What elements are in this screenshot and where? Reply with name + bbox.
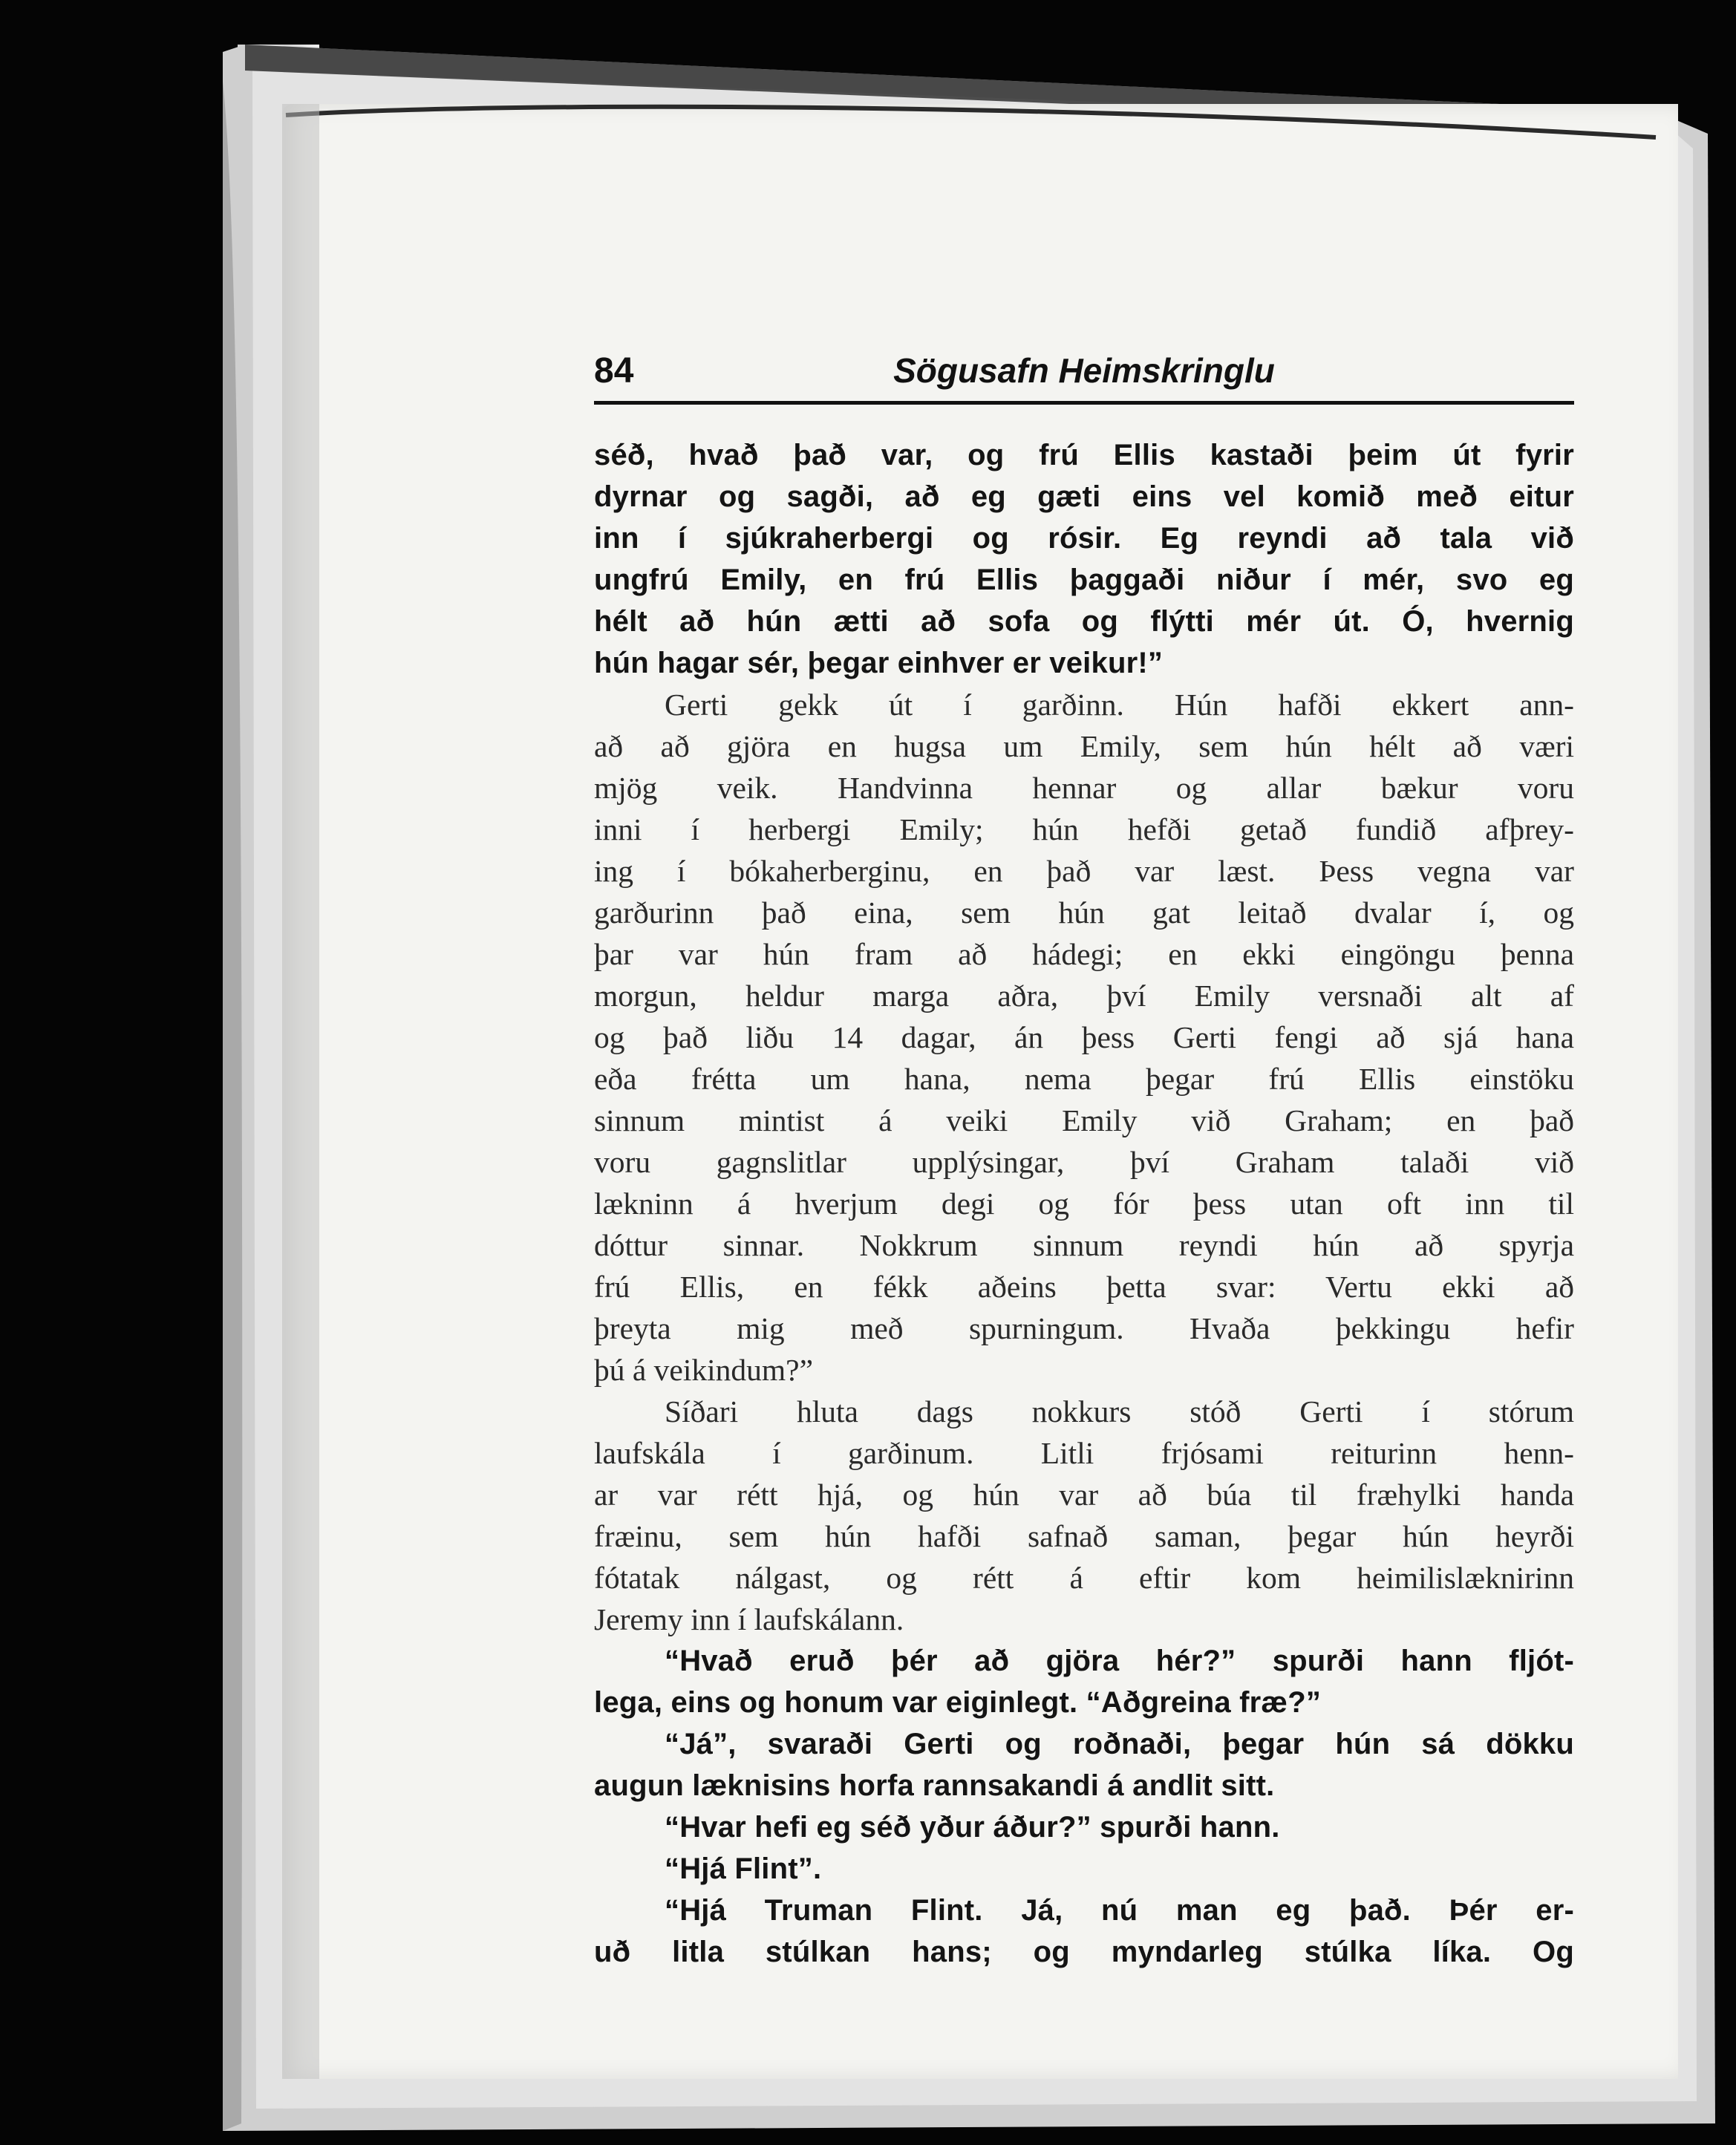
text-line: dyrnar og sagði, að eg gæti eins vel komið með eitur — [594, 480, 1574, 513]
text-line: frú Ellis, en fékk aðeins þetta svar: Vertu ekki að — [594, 1270, 1574, 1304]
text-line: “Hvar hefi eg séð yður áður?” spurði hann. — [665, 1811, 1280, 1844]
text-line: morgun, heldur marga aðra, því Emily versnaði alt af — [594, 979, 1574, 1013]
text-line: mjög veik. Handvinna hennar og allar bækur voru — [594, 771, 1574, 805]
text-line: inn í sjúkraherbergi og rósir. Eg reyndi að tala við — [594, 522, 1574, 555]
text-line: Jeremy inn í laufskálann. — [594, 1602, 904, 1636]
text-line: og það liðu 14 dagar, án þess Gerti fengi að sjá hana — [594, 1020, 1574, 1054]
text-line: uð litla stúlkan hans; og myndarleg stúlka líka. Og — [594, 1936, 1574, 1968]
text-line: þreyta mig með spurningum. Hvaða þekkingu hefir — [594, 1311, 1574, 1345]
text-line: ing í bókaherberginu, en það var læst. Þess vegna var — [594, 854, 1574, 888]
text-line: dóttur sinnar. Nokkrum sinnum reyndi hún að spyrja — [594, 1228, 1574, 1262]
text-line: Gerti gekk út í garðinn. Hún hafði ekkert ann- — [665, 688, 1574, 722]
text-line: inni í herbergi Emily; hún hefði getað fundið afþrey- — [594, 812, 1574, 846]
text-line: fótatak nálgast, og rétt á eftir kom heimilislæknirinn — [594, 1561, 1574, 1595]
text-line: sinnum mintist á veiki Emily við Graham; en það — [594, 1103, 1574, 1137]
text-line: lækninn á hverjum degi og fór þess utan oft inn til — [594, 1186, 1574, 1221]
text-line: Síðari hluta dags nokkurs stóð Gerti í stórum — [665, 1394, 1574, 1429]
text-line: að að gjöra en hugsa um Emily, sem hún hélt að væri — [594, 729, 1574, 763]
text-line: garðurinn það eina, sem hún gat leitað dvalar í, og — [594, 895, 1574, 930]
text-line: séð, hvað það var, og frú Ellis kastaði þeim út fyrir — [594, 439, 1574, 471]
text-line: lega, eins og honum var eiginlegt. “Aðgreina fræ?” — [594, 1686, 1322, 1719]
text-line: ar var rétt hjá, og hún var að búa til fræhylki handa — [594, 1478, 1574, 1512]
text-line: eða frétta um hana, nema þegar frú Ellis einstöku — [594, 1062, 1574, 1096]
text-line: “Hjá Truman Flint. Já, nú man eg það. Þér er- — [665, 1894, 1574, 1927]
text-line: hélt að hún ætti að sofa og flýtti mér út. Ó, hvernig — [594, 605, 1574, 638]
text-line: voru gagnslitlar upplýsingar, því Graham talaði við — [594, 1145, 1574, 1179]
text-line: “Hjá Flint”. — [665, 1852, 822, 1885]
text-line: laufskála í garðinum. Litli frjósami reiturinn henn- — [594, 1436, 1574, 1470]
text-line: fræinu, sem hún hafði safnað saman, þegar hún heyrði — [594, 1519, 1574, 1553]
text-line: “Já”, svaraði Gerti og roðnaði, þegar hún sá dökku — [665, 1728, 1574, 1760]
header-rule — [594, 401, 1574, 405]
page-header — [594, 350, 1574, 402]
text-line: þar var hún fram að hádegi; en ekki eingöngu þenna — [594, 937, 1574, 971]
running-title: Sögusafn Heimskringlu — [893, 351, 1275, 390]
binding-blur — [282, 104, 319, 2079]
page-body-text — [594, 434, 1574, 1973]
text-line: ungfrú Emily, en frú Ellis þaggaði niður í mér, svo eg — [594, 564, 1574, 596]
text-line: þú á veikindum?” — [594, 1353, 814, 1387]
page-number: 84 — [594, 351, 634, 391]
text-line: hún hagar sér, þegar einhver er veikur!” — [594, 647, 1164, 679]
top-curve-line — [286, 107, 1656, 137]
text-line: augun læknisins horfa rannsakandi á andlit sitt. — [594, 1769, 1275, 1802]
text-line: “Hvað eruð þér að gjöra hér?” spurði hann fljót- — [665, 1645, 1574, 1677]
